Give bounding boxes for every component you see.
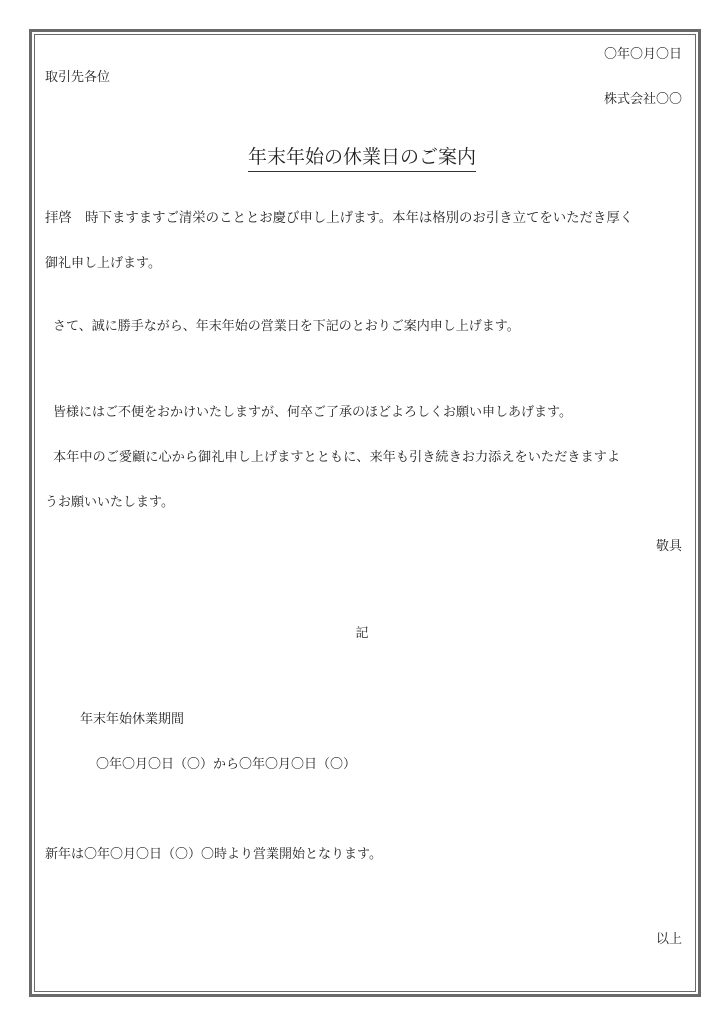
document-date: 〇年〇月〇日 — [603, 47, 682, 62]
closing-ijou: 以上 — [655, 932, 682, 947]
body-line-4: 皆様にはご不便をおかけいたしますが、何卒ご了承のほどよろしくお願い申しあげます。 — [53, 405, 572, 420]
recipient: 取引先各位 — [45, 70, 111, 85]
document-title — [0, 142, 724, 169]
title-text: 年末年始の休業日のご案内 — [248, 146, 476, 172]
body-line-1: 拝啓 時下ますますご清栄のこととお慶び申し上げます。本年は格別のお引き立てをいただき厚く — [45, 211, 634, 226]
sender-company: 株式会社〇〇 — [603, 92, 682, 107]
new-year-opening: 新年は〇年〇月〇日（〇）〇時より営業開始となります。 — [45, 847, 382, 862]
closing-keigu: 敬具 — [655, 539, 682, 554]
body-line-5: 本年中のご愛顧に心から御礼申し上げますとともに、来年も引き続きお力添えをいただきますよ — [53, 450, 621, 465]
holiday-period-value: 〇年〇月〇日（〇）から〇年〇月〇日（〇） — [96, 757, 357, 772]
body-line-3: さて、誠に勝手ながら、年末年始の営業日を下記のとおりご案内申し上げます。 — [53, 319, 520, 334]
body-line-6: うお願いいたします。 — [45, 495, 174, 510]
ki-heading: 記 — [355, 626, 369, 641]
holiday-period-label: 年末年始休業期間 — [80, 712, 185, 727]
body-line-2: 御礼申し上げます。 — [45, 256, 161, 271]
